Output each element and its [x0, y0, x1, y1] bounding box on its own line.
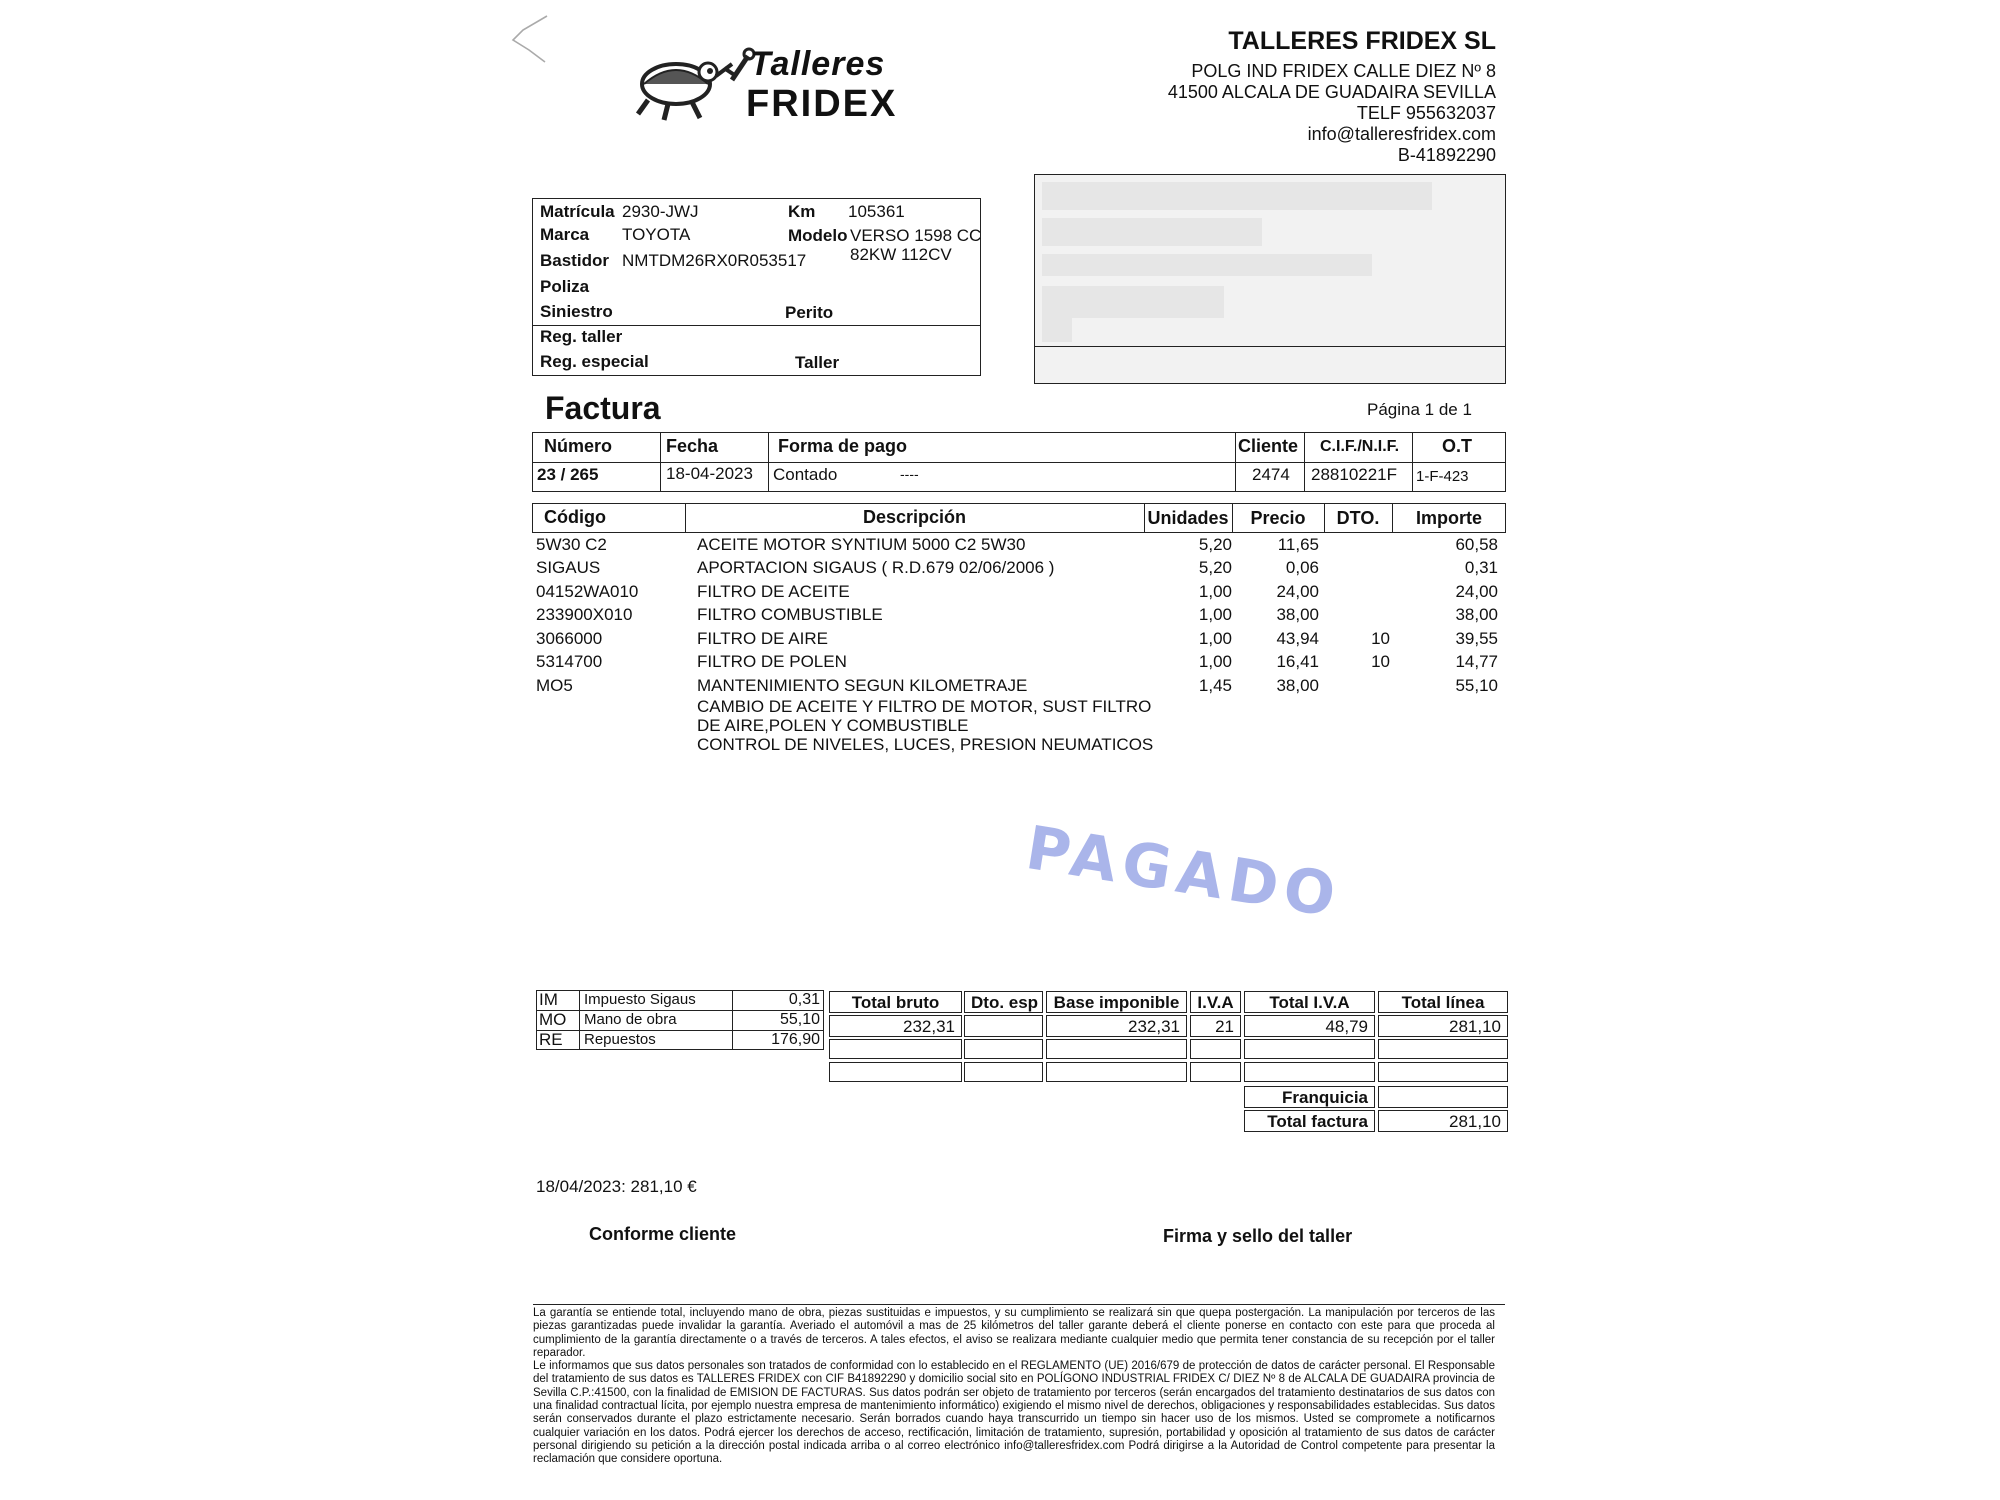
company-phone: TELF 955632037	[1356, 103, 1496, 123]
empty-cell	[829, 1062, 962, 1082]
summary-code: IM	[539, 990, 558, 1009]
paid-stamp: PAGADO	[1021, 813, 1346, 932]
row-importe: 39,55	[1455, 629, 1498, 648]
empty-cell	[1190, 1039, 1241, 1059]
header-cliente: Cliente	[1238, 436, 1299, 456]
logo-fridex-text: FRIDEX	[746, 83, 898, 125]
taller-label: Taller	[795, 353, 840, 372]
row-codigo: SIGAUS	[536, 558, 601, 577]
row-dto: 10	[1371, 652, 1390, 671]
client-signature-label: Conforme cliente	[589, 1224, 737, 1244]
workshop-signature-label: Firma y sello del taller	[1163, 1226, 1353, 1246]
reg-especial-label: Reg. especial	[540, 352, 649, 371]
row-importe: 24,00	[1455, 582, 1498, 601]
row-codigo: 04152WA010	[536, 582, 639, 601]
row-codigo: MO5	[536, 676, 573, 695]
redaction-block	[1042, 318, 1072, 342]
summary-label: Repuestos	[584, 1031, 656, 1048]
page-indicator: Página 1 de 1	[1367, 400, 1472, 419]
table-divider	[1304, 432, 1305, 492]
turtle-mascot-icon	[628, 46, 738, 126]
modelo-label: Modelo	[788, 226, 848, 245]
row-precio: 0,06	[1285, 558, 1319, 577]
km-label: Km	[788, 202, 816, 221]
row-codigo: 233900X010	[536, 605, 633, 624]
col-precio: Precio	[1250, 508, 1306, 528]
col-descripcion: Descripción	[862, 507, 967, 527]
col-dto: DTO.	[1336, 508, 1380, 528]
redaction-block	[1042, 218, 1262, 246]
row-descripcion: ACEITE MOTOR SYNTIUM 5000 C2 5W30	[697, 535, 1026, 554]
row-unidades: 5,20	[1198, 558, 1232, 577]
table-divider	[1412, 432, 1413, 492]
total-iva-value: 48,79	[1244, 1015, 1375, 1037]
company-name: TALLERES FRIDEX SL	[1228, 27, 1496, 55]
total-bruto-value: 232,31	[829, 1015, 962, 1037]
modelo-value-line-1: VERSO 1598 CC	[850, 226, 982, 245]
empty-cell	[1046, 1039, 1187, 1059]
invoice-number: 23 / 265	[537, 465, 599, 484]
row-codigo: 5314700	[536, 652, 603, 671]
row-precio: 38,00	[1276, 605, 1319, 624]
invoice-title: Factura	[545, 390, 661, 426]
totals-header-dto: Dto. esp	[964, 991, 1043, 1013]
total-factura-value: 281,10	[1378, 1110, 1508, 1132]
siniestro-label: Siniestro	[540, 302, 613, 321]
row-importe: 14,77	[1455, 652, 1498, 671]
row-unidades: 1,00	[1198, 629, 1232, 648]
scan-mark-icon	[505, 10, 575, 70]
modelo-value-line-2: 82KW 112CV	[850, 245, 952, 264]
total-factura-label: Total factura	[1244, 1110, 1375, 1132]
privacy-paragraph: Le informamos que sus datos personales son tratados de conformidad con lo establecido en el REGLAMENTO (UE) 2016/679 de protección de datos de carácter personal. El Responsable del tratamiento de sus datos es TALLERES FRIDEX con CIF B41892290 y domicilio social sito en POLÍGONO INDUSTRIAL FRIDEX C/ DIEZ Nº 8 de ALCALA DE GUADAIRA provincia de Sevilla C.P.:41500, con la finalidad de EMISION DE FACTURAS. Sus datos podrán ser objeto de tratamiento por terceros (serán encargados del tratamiento destinatarios de sus datos con una finalidad contractual lícita, por ejemplo nuestra empresa de mantenimiento informático) exigiendo el mismo nivel de derechos, obligaciones y responsabilidades establecidas. Sus datos serán conservados durante el plazo estrictamente necesario. Serán borrados cuando haya transcurrido un tiempo sin hacer uso de los mismos. Usted se compromete a notificarnos cualquier variación en los datos. Podrá ejercer los derechos de acceso, rectificación, limitación de tratamiento, supresión, portabilidad y oposición al tratamiento de sus datos de carácter personal dirigiendo su petición a la dirección postal indicada arriba o al correo electrónico info@talleresfridex.com Podrá dirigirse a la Autoridad de Control competente para presentar la reclamación que considere oportuna.	[533, 1360, 1495, 1466]
total-linea-value: 281,10	[1378, 1015, 1508, 1037]
table-divider	[768, 432, 769, 492]
row-unidades: 1,00	[1198, 605, 1232, 624]
row-precio: 24,00	[1276, 582, 1319, 601]
redaction-block	[1042, 286, 1224, 318]
empty-cell	[1190, 1062, 1241, 1082]
warranty-paragraph: La garantía se entiende total, incluyendo mano de obra, piezas sustituidas e impuestos, y su cumplimiento se realizará sin que quepa postergación. La manipulación por terceros de las piezas garantizadas puede invalidar la garantía. Averiado el automóvil a mas de 25 kilómetros del taller garante deberá el cliente ponerse en contacto con este para que proceda al cumplimiento de la garantía directamente o a través de terceros. A tales efectos, el aviso se realizara mediante cualquier medio que permita tener constancia de su recepción por el taller reparador.	[533, 1307, 1495, 1359]
bastidor-value: NMTDM26RX0R053517	[622, 251, 807, 270]
row-codigo: 5W30 C2	[536, 535, 607, 554]
logo-talleres-text: Talleres	[750, 45, 886, 83]
table-divider	[1235, 432, 1236, 492]
row-precio: 11,65	[1277, 535, 1319, 554]
franquicia-label: Franquicia	[1244, 1086, 1375, 1108]
header-cif: C.I.F./N.I.F.	[1320, 438, 1400, 455]
line-note: CONTROL DE NIVELES, LUCES, PRESION NEUMATICOS	[697, 735, 1154, 754]
vehicle-info-box	[532, 198, 981, 376]
totals-header-base: Base imponible	[1046, 991, 1187, 1013]
row-importe: 55,10	[1455, 676, 1498, 695]
reg-taller-label: Reg. taller	[540, 327, 623, 346]
poliza-label: Poliza	[540, 277, 590, 296]
company-address-2: 41500 ALCALA DE GUADAIRA SEVILLA	[1167, 82, 1496, 102]
km-value: 105361	[848, 202, 905, 221]
company-address-1: POLG IND FRIDEX CALLE DIEZ Nº 8	[1191, 61, 1496, 81]
row-descripcion: FILTRO COMBUSTIBLE	[697, 605, 883, 624]
row-descripcion: MANTENIMIENTO SEGUN KILOMETRAJE	[697, 676, 1028, 695]
row-descripcion: FILTRO DE AIRE	[697, 629, 828, 648]
line-note: CAMBIO DE ACEITE Y FILTRO DE MOTOR, SUST FILTRO	[697, 697, 1152, 716]
redaction-block	[1042, 254, 1372, 276]
bastidor-label: Bastidor	[540, 251, 609, 270]
row-unidades: 1,45	[1198, 676, 1232, 695]
invoice-date: 18-04-2023	[666, 464, 753, 483]
totals-header-iva: I.V.A	[1190, 991, 1241, 1013]
legal-divider	[533, 1304, 1505, 1305]
row-unidades: 1,00	[1198, 652, 1232, 671]
empty-cell	[1378, 1062, 1508, 1082]
col-importe: Importe	[1415, 508, 1482, 528]
summary-value: 55,10	[779, 1011, 820, 1028]
row-descripcion: FILTRO DE ACEITE	[697, 582, 850, 601]
summary-value: 176,90	[771, 1031, 820, 1048]
empty-cell	[829, 1039, 962, 1059]
empty-cell	[964, 1062, 1043, 1082]
payment-method-extra: ----	[900, 466, 919, 482]
iva-rate-value: 21	[1190, 1015, 1241, 1037]
company-cif: B-41892290	[1397, 145, 1496, 165]
header-ot: O.T	[1442, 436, 1472, 456]
row-precio: 38,00	[1276, 676, 1319, 695]
row-precio: 43,94	[1276, 629, 1319, 648]
header-numero: Número	[544, 436, 613, 456]
payment-note: 18/04/2023: 281,10 €	[536, 1177, 697, 1196]
legal-text	[533, 1307, 1495, 1467]
empty-cell	[1046, 1062, 1187, 1082]
table-divider	[532, 462, 1506, 463]
totals-header-bruto: Total bruto	[829, 991, 962, 1013]
row-descripcion: APORTACION SIGAUS ( R.D.679 02/06/2006 )	[697, 558, 1055, 577]
vehicle-box-divider	[533, 325, 981, 326]
summary-value: 0,31	[788, 991, 820, 1008]
col-codigo: Código	[544, 507, 606, 527]
row-unidades: 5,20	[1198, 535, 1232, 554]
row-descripcion: FILTRO DE POLEN	[697, 652, 847, 671]
row-importe: 0,31	[1464, 558, 1498, 577]
table-divider	[579, 990, 580, 1050]
work-order: 1-F-423	[1416, 468, 1469, 485]
marca-label: Marca	[540, 225, 590, 244]
row-unidades: 1,00	[1198, 582, 1232, 601]
row-dto: 10	[1371, 629, 1390, 648]
perito-label: Perito	[785, 303, 834, 322]
summary-code: RE	[539, 1030, 563, 1049]
matricula-label: Matrícula	[540, 202, 615, 221]
franquicia-value	[1378, 1086, 1508, 1108]
col-unidades: Unidades	[1147, 508, 1229, 528]
payment-method: Contado	[773, 465, 838, 484]
totals-header-total-linea: Total línea	[1378, 991, 1508, 1013]
empty-cell	[1244, 1039, 1375, 1059]
empty-cell	[1378, 1039, 1508, 1059]
row-importe: 60,58	[1455, 535, 1498, 554]
header-forma-pago: Forma de pago	[778, 436, 908, 456]
table-divider	[732, 990, 733, 1050]
empty-cell	[964, 1039, 1043, 1059]
row-importe: 38,00	[1455, 605, 1498, 624]
base-imponible-value: 232,31	[1046, 1015, 1187, 1037]
totals-header-total-iva: Total I.V.A	[1244, 991, 1375, 1013]
summary-code: MO	[539, 1010, 567, 1029]
matricula-value: 2930-JWJ	[622, 202, 699, 221]
header-fecha: Fecha	[666, 436, 719, 456]
row-codigo: 3066000	[536, 629, 603, 648]
row-precio: 16,41	[1276, 652, 1319, 671]
dto-esp-value	[964, 1015, 1043, 1037]
marca-value: TOYOTA	[622, 225, 691, 244]
table-divider	[660, 432, 661, 492]
summary-label: Mano de obra	[584, 1011, 677, 1028]
client-number: 2474	[1252, 465, 1290, 484]
line-note: DE AIRE,POLEN Y COMBUSTIBLE	[697, 716, 969, 735]
redaction-block	[1042, 182, 1432, 210]
client-box-divider	[1034, 346, 1506, 347]
company-logo	[628, 40, 928, 128]
client-cif: 28810221F	[1311, 465, 1398, 484]
empty-cell	[1244, 1062, 1375, 1082]
summary-label: Impuesto Sigaus	[584, 991, 696, 1008]
company-email: info@talleresfridex.com	[1307, 124, 1496, 144]
